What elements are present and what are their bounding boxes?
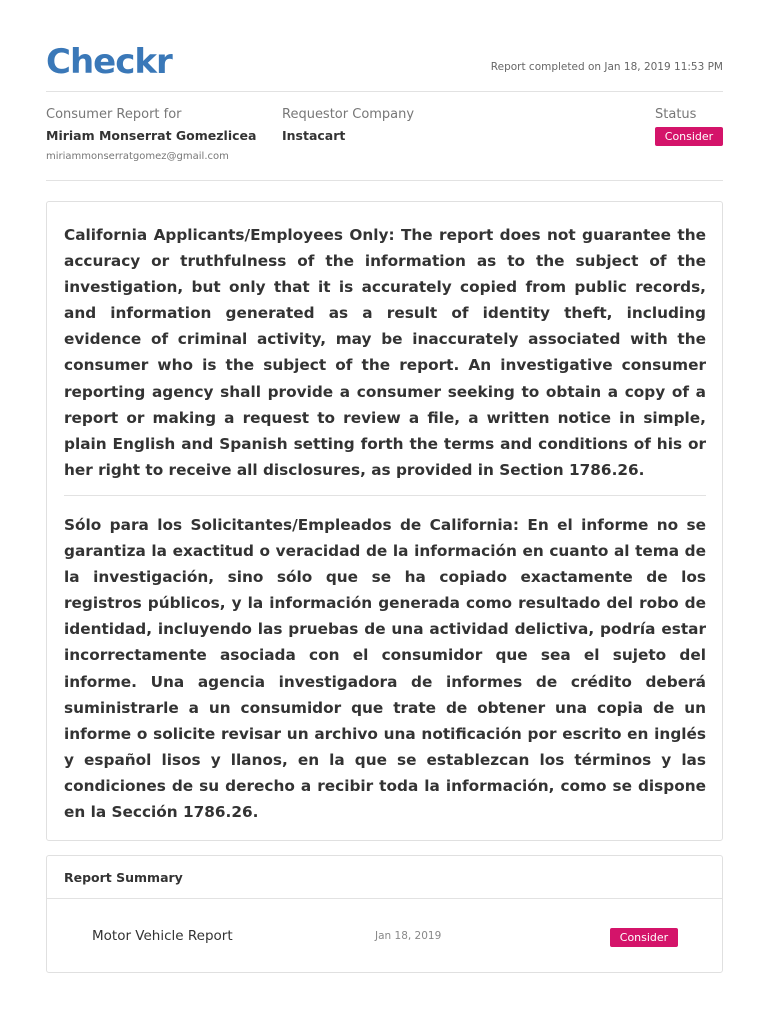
california-notice-panel (46, 201, 723, 841)
info-divider (46, 180, 723, 181)
requestor-company-name: Instacart (282, 128, 346, 143)
status-label: Status (655, 107, 697, 122)
requestor-company-label: Requestor Company (282, 107, 415, 122)
report-summary-title: Report Summary (64, 870, 183, 885)
status-badge: Consider (655, 127, 723, 146)
header-divider (46, 91, 723, 92)
report-completed-timestamp: Report completed on Jan 18, 2019 11:53 PM (490, 61, 723, 73)
summary-row-date: Jan 18, 2019 (375, 930, 442, 942)
notice-english-text: California Applicants/Employees Only: The report does not guarantee the accuracy or truthfulness of the information as to the subject of the investigation, but only that it is accurately copied from public records, and information generated as a result of identity theft, including evidence of criminal activity, may be inaccurately associated with the consumer who is the subject of the report. An investigative consumer reporting agency shall provide a consumer seeking to obtain a copy of a report or making a request to review a file, a written notice in simple, plain English and Spanish setting forth the terms and conditions of his or her right to receive all disclosures, as provided in Section 1786.26. (64, 226, 706, 479)
consumer-email: miriammonserratgomez@gmail.com (46, 151, 229, 162)
consumer-name: Miriam Monserrat Gomezlicea (46, 128, 257, 143)
notice-spanish-text: Sólo para los Solicitantes/Empleados de California: En el informe no se garantiza la exactitud o veracidad de la información en cuanto al tema de la investigación, sino sólo que se ha copiado exactamente de los registros públicos, y la información generada como resultado del robo de identidad, incluyendo las pruebas de una actividad delictiva, podría estar incorrectamente asociada con el consumidor que sea el sujeto del informe. Una agencia investigadora de informes de crédito deberá suministrarle a un consumidor que trate de obtener una copia de un informe o solicite revisar un archivo una notificación por escrito en inglés y español lisos y llanos, en la que se establezcan los términos y las condiciones de su derecho a recibir toda la información, como se dispone en la Sección 1786.26. (64, 516, 706, 822)
consumer-report-label: Consumer Report for (46, 107, 182, 122)
notice-divider (64, 495, 706, 496)
summary-row-name[interactable]: Motor Vehicle Report (92, 928, 233, 944)
summary-divider (47, 898, 722, 899)
report-summary-panel (46, 855, 723, 973)
checkr-logo: Checkr (46, 42, 172, 82)
summary-row-status-badge: Consider (610, 928, 678, 947)
